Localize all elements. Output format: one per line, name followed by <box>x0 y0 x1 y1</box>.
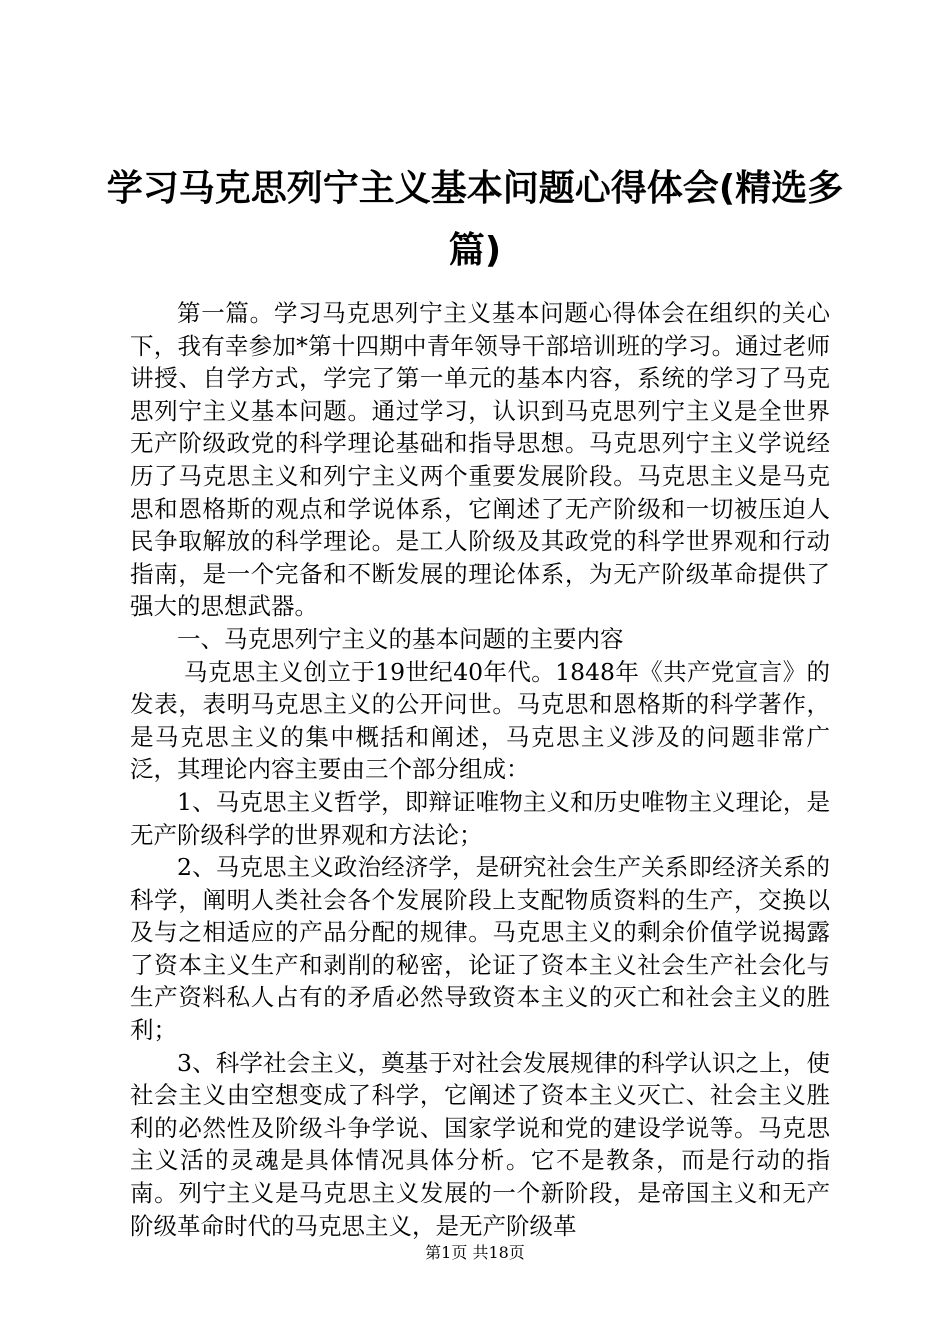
document-body <box>130 297 830 1242</box>
paragraph-point-1: 1、马克思主义哲学，即辩证唯物主义和历史唯物主义理论，是无产阶级科学的世界观和方法论； <box>130 787 830 849</box>
paragraph-origin: 马克思主义创立于19世纪40年代。1848年《共产党宣言》的发表，表明马克思主义的公开问世。马克思和恩格斯的科学著作，是马克思主义的集中概括和阐述，马克思主义涉及的问题非常广泛，其理论内容主要由三个部分组成： <box>130 657 830 784</box>
paragraph-point-2: 2、马克思主义政治经济学，是研究社会生产关系即经济关系的科学，阐明人类社会各个发展阶段上支配物质资料的生产，交换以及与之相适应的产品分配的规律。马克思主义的剩余价值学说揭露了资本主义生产和剥削的秘密，论证了资本主义社会生产社会化与生产资料私人占有的矛盾必然导致资本主义的灭亡和社会主义的胜利； <box>130 853 830 1045</box>
page-number-footer: 第1页 共18页 <box>425 1243 525 1262</box>
document-title: 学习马克思列宁主义基本问题心得体会(精选多篇) <box>106 168 844 271</box>
paragraph-point-3: 3、科学社会主义，奠基于对社会发展规律的科学认识之上，使社会主义由空想变成了科学，它阐述了资本主义灭亡、社会主义胜利的必然性及阶级斗争学说、国家学说和党的建设学说等。马克思主义活的灵魂是具体情况具体分析。它不是教条，而是行动的指南。列宁主义是马克思主义发展的一个新阶段，是帝国主义和无产阶级革命时代的马克思主义，是无产阶级革 <box>130 1048 830 1240</box>
section-heading: 一、马克思列宁主义的基本问题的主要内容 <box>177 624 624 653</box>
paragraph-intro: 第一篇。学习马克思列宁主义基本问题心得体会在组织的关心下，我有幸参加*第十四期中青年领导干部培训班的学习。通过老师讲授、自学方式，学完了第一单元的基本内容，系统的学习了马克思列宁主义基本问题。通过学习，认识到马克思列宁主义是全世界无产阶级政党的科学理论基础和指导思想。马克思列宁主义学说经历了马克思主义和列宁主义两个重要发展阶段。马克思主义是马克思和恩格斯的观点和学说体系，它阐述了无产阶级和一切被压迫人民争取解放的科学理论。是工人阶级及其政党的科学世界观和行动指南，是一个完备和不断发展的理论体系，为无产阶级革命提供了强大的思想武器。 <box>130 299 830 621</box>
